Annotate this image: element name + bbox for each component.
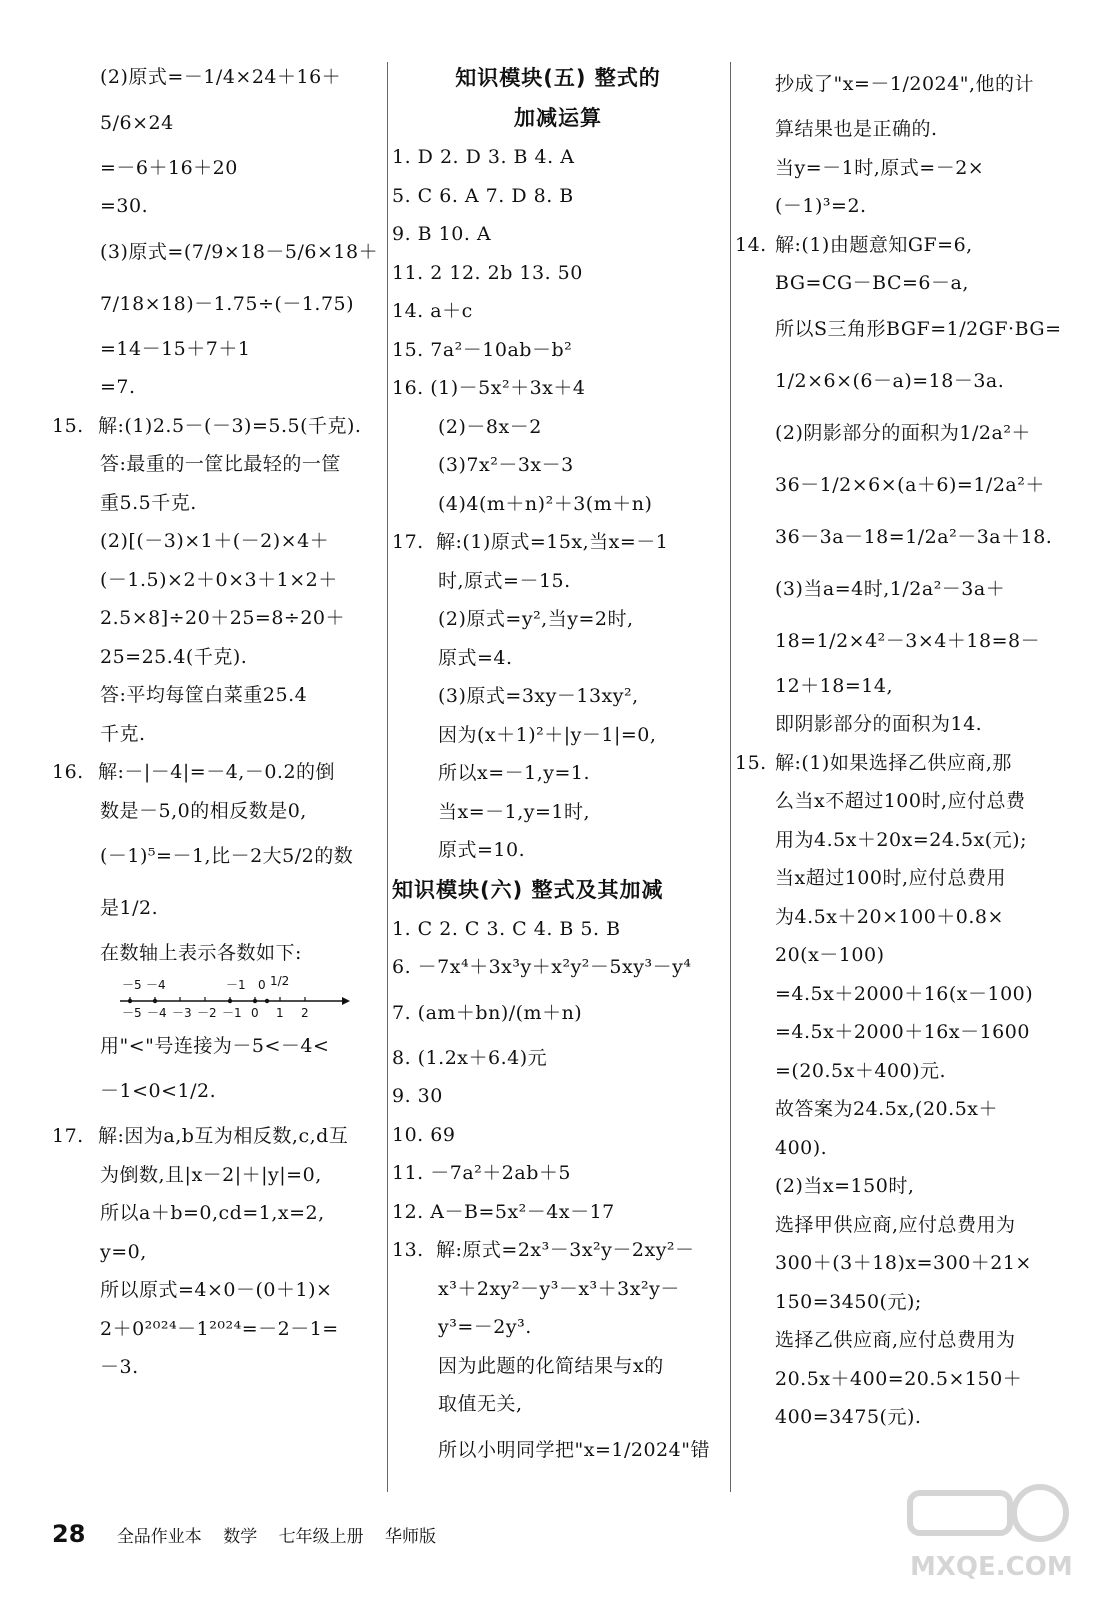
text-line: (3)当a=4时,1/2a²－3a＋ (775, 577, 1006, 600)
text-line: 千克. (100, 722, 146, 745)
text-line: 所以S三角形BGF=1/2GF·BG= (775, 317, 1062, 340)
text-line: 是1/2. (100, 897, 159, 919)
tick-label: －5 (122, 1005, 142, 1020)
text-line: (2)原式=－1/4×24＋16＋ (100, 66, 342, 88)
answer-line: 16. (1)－5x²＋3x＋4 (392, 377, 586, 399)
text-line: 解:(1)如果选择乙供应商,那 (775, 751, 1012, 774)
text-line: 答:平均每筐白菜重25.4 (100, 684, 308, 706)
subject: 数学 (223, 1527, 258, 1547)
text-line: =14－15＋7＋1 (100, 337, 251, 360)
tick-label: 0 (251, 1005, 259, 1020)
column-divider-1 (387, 62, 388, 1492)
text-line: 故答案为24.5x,(20.5x＋ (775, 1098, 998, 1120)
text-line: 解:(1)原式=15x,当x=－1 (436, 531, 669, 553)
page-number: 28 (52, 1520, 86, 1548)
text-line: 当x超过100时,应付总费用 (775, 867, 1007, 889)
text-line: 当y=－1时,原式=－2× (775, 156, 985, 179)
text-line: 150=3450(元); (775, 1290, 922, 1313)
text-line: 解:(1)2.5－(－3)=5.5(千克). (98, 414, 362, 437)
top-label: －1 (226, 977, 246, 992)
question-number: 15. (52, 414, 84, 437)
text-line: BG=CG－BC=6－a, (775, 272, 969, 294)
top-label: 1/2 (270, 974, 290, 988)
answer-line: 11. 2 12. 2b 13. 50 (392, 261, 583, 284)
text-line: 36－3a－18=1/2a²－3a＋18. (775, 525, 1053, 548)
answer-line: (3)7x²－3x－3 (438, 454, 574, 476)
question-16 (52, 753, 382, 1117)
answer-line: 8. (1.2x＋6.4)元 (392, 1046, 548, 1069)
answer-line: 1. C 2. C 3. C 4. B 5. B (392, 917, 621, 940)
text-line: (2)当x=150时, (775, 1175, 915, 1197)
text-line: 因为(x＋1)²＋|y－1|=0, (438, 723, 657, 746)
column-3 (735, 58, 1060, 1437)
text-line: (3)原式=3xy－13xy², (438, 685, 639, 707)
number-line-graphic (120, 975, 360, 1025)
text-line: 7/18×18)－1.75÷(－1.75) (100, 292, 355, 315)
top-label: －4 (146, 977, 166, 992)
text-line: 用为4.5x＋20x=24.5x(元); (775, 828, 1027, 851)
column-divider-2 (730, 62, 731, 1492)
text-line: 所以a＋b=0,cd=1,x=2, (100, 1202, 325, 1224)
text-line: 用"<"号连接为－5<－4< (100, 1034, 330, 1057)
text-line: 400=3475(元). (775, 1406, 922, 1428)
question-14 (735, 226, 1060, 744)
grade: 七年级上册 (278, 1527, 364, 1547)
answer-line: 9. B 10. A (392, 223, 492, 245)
text-line: (－1)⁵=－1,比－2大5/2的数 (100, 845, 354, 867)
text-line: 2.5×8]÷20＋25=8÷20＋ (100, 607, 346, 629)
section-heading: 知识模块(五) 整式的 (455, 66, 661, 90)
text-line: 在数轴上表示各数如下: (100, 942, 302, 964)
text-line: 1/2×6×(6－a)=18－3a. (775, 369, 1005, 392)
number-line (62, 975, 382, 1025)
question-number: 15. (735, 751, 767, 774)
text-line: y³=－2y³. (438, 1316, 532, 1338)
text-line: 抄成了"x=－1/2024",他的计 (775, 73, 1034, 95)
answer-line: 7. (am＋bn)/(m＋n) (392, 1001, 583, 1024)
text-line: 重5.5千克. (100, 491, 197, 514)
text-line: (2)阴影部分的面积为1/2a²＋ (775, 421, 1031, 444)
text-line: =4.5x＋2000＋16(x－100) (775, 982, 1034, 1005)
text-line: 解:因为a,b互为相反数,c,d互 (98, 1125, 349, 1147)
question-number: 17. (392, 531, 424, 553)
text-line: －3. (100, 1356, 139, 1378)
text-line: 选择甲供应商,应付总费用为 (775, 1213, 1016, 1236)
text-line: 原式=10. (438, 839, 526, 861)
text-line: －1<0<1/2. (100, 1080, 217, 1102)
answer-line: 5. C 6. A 7. D 8. B (392, 184, 574, 207)
text-line: 当x=－1,y=1时, (438, 800, 591, 823)
text-line: (3)原式=(7/9×18－5/6×18＋ (100, 240, 379, 263)
text-line: 算结果也是正确的. (775, 118, 938, 140)
text-line: y=0, (100, 1240, 147, 1263)
text-line: =4.5x＋2000＋16x－1600 (775, 1021, 1030, 1043)
top-label: 0 (258, 977, 266, 992)
answer-line: 9. 30 (392, 1085, 443, 1107)
answer-line: 15. 7a²－10ab－b² (392, 338, 573, 361)
text-line: 2＋0²⁰²⁴－1²⁰²⁴=－2－1= (100, 1317, 339, 1340)
tick-label: 1 (276, 1005, 284, 1020)
answer-line: 6. －7x⁴＋3x³y＋x²y²－5xy³－y⁴ (392, 956, 692, 978)
text-line: (－1)³=2. (775, 195, 867, 217)
question-13 (392, 1231, 724, 1476)
tick-label: 2 (301, 1005, 309, 1020)
text-line: 所以小明同学把"x=1/2024"错 (438, 1438, 710, 1461)
tick-label: －4 (147, 1005, 167, 1020)
answer-line: (4)4(m＋n)²＋3(m＋n) (438, 492, 653, 515)
watermark-text: MXQE.COM (910, 1552, 1073, 1582)
top-label: －5 (122, 977, 142, 992)
text-line: 解:－|－4|=－4,－0.2的倒 (98, 761, 336, 783)
text-line: =30. (100, 195, 149, 217)
question-number: 16. (52, 761, 84, 783)
text-line: 时,原式=－15. (438, 569, 571, 592)
text-line: 12＋18=14, (775, 674, 893, 697)
text-line: 因为此题的化简结果与x的 (438, 1354, 664, 1377)
text-line: 所以x=－1,y=1. (438, 762, 591, 784)
question-17 (52, 1117, 382, 1387)
tick-label: －3 (172, 1005, 192, 1020)
answer-line: (2)－8x－2 (438, 415, 542, 438)
question-15 (52, 407, 382, 754)
text-line: 400). (775, 1136, 828, 1159)
watermark-logo (890, 1475, 1080, 1585)
text-line: 18=1/2×4²－3×4＋18=8－ (775, 629, 1041, 652)
column-1 (52, 58, 382, 1387)
text-line: (2)原式=y²,当y=2时, (438, 608, 634, 630)
text-line: 为4.5x＋20×100＋0.8× (775, 905, 1004, 928)
tick-label: －2 (197, 1005, 217, 1020)
question-number: 17. (52, 1125, 84, 1147)
text-line: 数是－5,0的相反数是0, (100, 799, 307, 822)
answer-line: 10. 69 (392, 1123, 456, 1146)
text-line: (－1.5)×2＋0×3＋1×2＋ (100, 568, 338, 591)
text-line: =7. (100, 376, 136, 398)
answer-line: 12. A－B=5x²－4x－17 (392, 1200, 615, 1223)
text-line: 5/6×24 (100, 111, 174, 134)
text-line: 答:最重的一筐比最轻的一筐 (100, 453, 341, 475)
column-2 (392, 58, 724, 1476)
text-line: 为倒数,且|x－2|＋|y|=0, (100, 1163, 322, 1186)
book-title: 全品作业本 (116, 1527, 202, 1547)
text-line: (2)[(－3)×1＋(－2)×4＋ (100, 530, 330, 552)
watermark-icon (890, 1475, 1080, 1585)
question-number: 14. (735, 233, 767, 256)
text-line: 解:原式=2x³－3x²y－2xy²－ (436, 1239, 695, 1261)
text-line: 25=25.4(千克). (100, 645, 248, 668)
text-line: 解:(1)由题意知GF=6, (775, 233, 973, 256)
answer-line: 1. D 2. D 3. B 4. A (392, 146, 575, 168)
text-line: 原式=4. (438, 646, 513, 669)
text-line: x³＋2xy²－y³－x³＋3x²y－ (438, 1277, 680, 1300)
text-line: =(20.5x＋400)元. (775, 1059, 947, 1082)
text-line: 300＋(3＋18)x=300＋21× (775, 1252, 1032, 1274)
text-line: 20(x－100) (775, 944, 885, 966)
section-heading: 加减运算 (514, 106, 602, 130)
question-number: 13. (392, 1239, 424, 1261)
text-line: =－6＋16＋20 (100, 156, 238, 179)
page-footer (52, 1520, 452, 1548)
section-heading: 知识模块(六) 整式及其加减 (392, 877, 664, 902)
answer-line: 14. a＋c (392, 300, 473, 322)
answer-line: 11. －7a²＋2ab＋5 (392, 1162, 571, 1184)
question-17 (392, 523, 724, 870)
text-line: 么当x不超过100时,应付总费 (775, 790, 1026, 812)
text-line: 36－1/2×6×(a＋6)=1/2a²＋ (775, 473, 1045, 496)
text-line: 选择乙供应商,应付总费用为 (775, 1329, 1016, 1351)
edition: 华师版 (385, 1527, 437, 1547)
text-line: 20.5x＋400=20.5×150＋ (775, 1367, 1023, 1390)
text-line: 取值无关, (438, 1393, 523, 1415)
text-line: 所以原式=4×0－(0＋1)× (100, 1279, 333, 1301)
tick-label: －1 (222, 1005, 242, 1020)
text-line: 即阴影部分的面积为14. (775, 713, 983, 735)
question-15 (735, 744, 1060, 1437)
